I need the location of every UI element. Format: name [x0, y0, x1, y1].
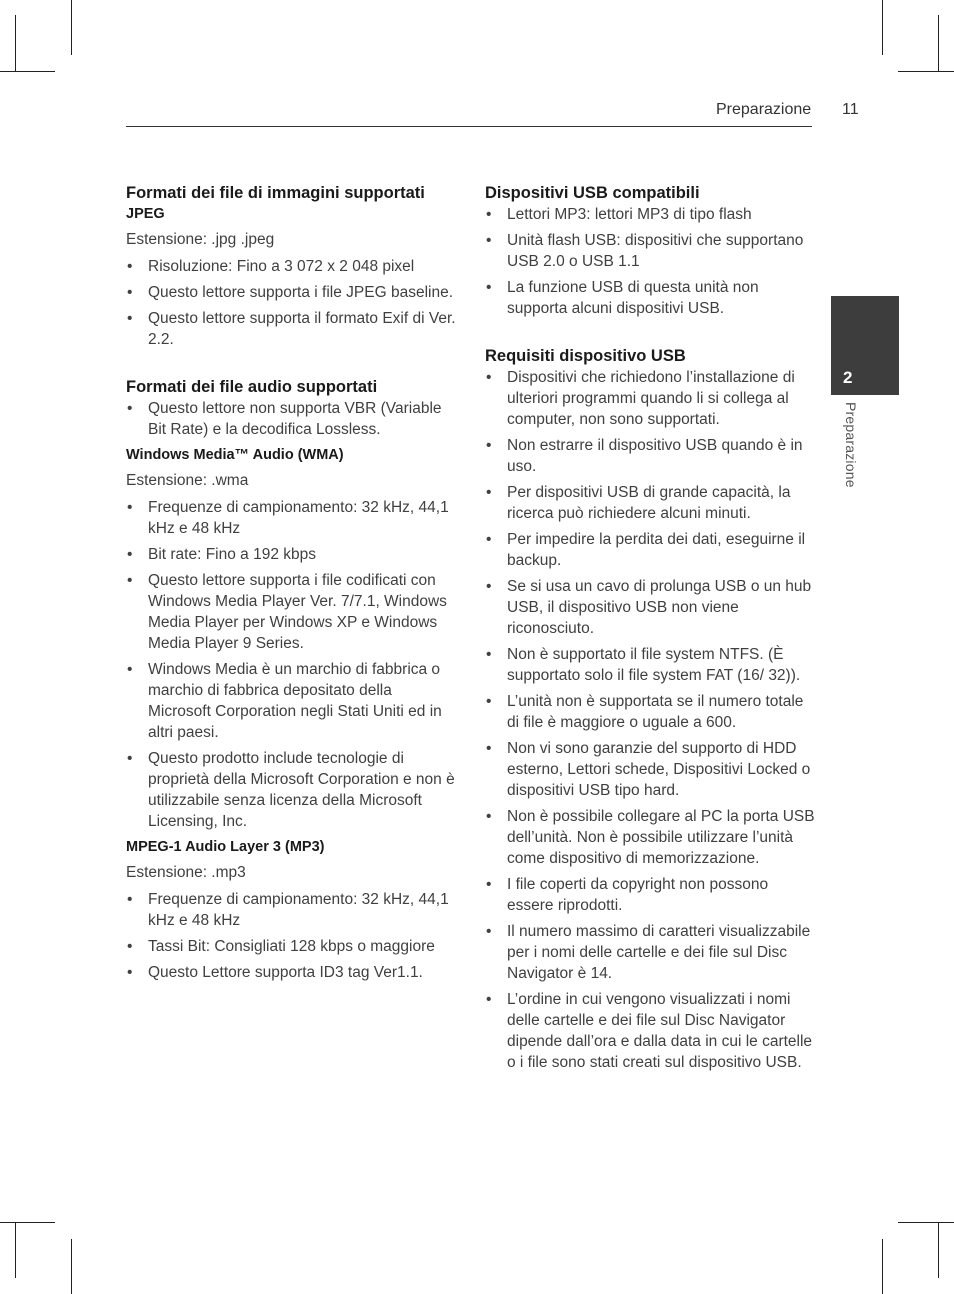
wma-extension: Estensione: .wma: [126, 472, 249, 489]
list-item: • Lettori MP3: lettori MP3 di tipo flash: [486, 206, 752, 223]
list-item-text: Questo lettore non supporta VBR (Variable Bit Rate) e la decodifica Lossless.: [148, 400, 442, 438]
usb-requirements-bullet-list: [485, 367, 815, 1073]
page-number: 11: [842, 101, 859, 118]
usb-requirements-title: Requisiti dispositivo USB: [485, 347, 686, 365]
list-item: • L’unità non è supportata se il numero totale di file è maggiore o uguale a 600.: [486, 693, 804, 731]
list-item: • La funzione USB di questa unità non supporta alcuni dispositivi USB.: [486, 279, 759, 317]
chapter-number: 2: [843, 368, 853, 387]
list-item: • Bit rate: Fino a 192 kbps: [127, 546, 317, 563]
list-item-text: L’unità non è supportata se il numero totale di file è maggiore o uguale a 600.: [507, 693, 804, 731]
list-item: • I file coperti da copyright non possono essere riprodotti.: [486, 876, 769, 914]
wma-bullet-list: [126, 497, 456, 832]
jpeg-extension: Estensione: .jpg .jpeg: [126, 231, 275, 248]
jpeg-bullet-list: [126, 256, 456, 350]
list-item-text: L’ordine in cui vengono visualizzati i nomi delle cartelle e dei file sul Disc Navigator dipende dall’ora e dalla data in cui le cartelle o i file sono stati creati sul dispositivo USB.: [507, 991, 813, 1071]
list-item: • Tassi Bit: Consigliati 128 kbps o maggiore: [127, 938, 435, 955]
list-item-text: Se si usa un cavo di prolunga USB o un hub USB, il dispositivo USB non viene riconosciuto.: [507, 578, 812, 637]
list-item: • Questo lettore supporta i file codificati con Windows Media Player Ver. 7/7.1, Windows Media Player per Windows XP e Windows Media Player 9 Series.: [127, 572, 447, 652]
list-item: • Risoluzione: Fino a 3 072 x 2 048 pixel: [127, 258, 415, 275]
list-item-text: Questo lettore supporta il formato Exif di Ver. 2.2.: [148, 310, 456, 348]
header-section-title: Preparazione: [716, 101, 812, 118]
list-item: • Questo Lettore supporta ID3 tag Ver1.1.: [127, 964, 423, 981]
list-item-text: Questo lettore supporta i file codificati con Windows Media Player Ver. 7/7.1, Windows Media Player per Windows XP e Windows Media Player 9 Series.: [148, 572, 447, 652]
list-item-text: Per impedire la perdita dei dati, eseguirne il backup.: [507, 531, 806, 569]
usb-devices-bullet-list: [485, 204, 815, 319]
list-item-text: La funzione USB di questa unità non supporta alcuni dispositivi USB.: [507, 279, 759, 317]
wma-heading: Windows Media™ Audio (WMA): [126, 447, 344, 463]
chapter-tab: [831, 296, 899, 395]
left-column: [126, 183, 456, 988]
list-item-text: I file coperti da copyright non possono essere riprodotti.: [507, 876, 769, 914]
list-item: • Il numero massimo di caratteri visualizzabile per i nomi delle cartelle e dei file sul Disc Navigator è 14.: [486, 923, 811, 982]
list-item-text: Non estrarre il dispositivo USB quando è in uso.: [507, 437, 803, 475]
list-item-text: Windows Media è un marchio di fabbrica o marchio di fabbrica depositato della Microsoft Corporation negli Stati Uniti ed in altri paesi.: [148, 661, 442, 741]
list-item: • L’ordine in cui vengono visualizzati i nomi delle cartelle e dei file sul Disc Navigator dipende dall’ora e dalla data in cui le cartelle o i file sono stati creati sul dispositivo USB.: [486, 991, 813, 1071]
list-item: • Questo lettore non supporta VBR (Variable Bit Rate) e la decodifica Lossless.: [127, 400, 442, 438]
list-item-text: Risoluzione: Fino a 3 072 x 2 048 pixel: [148, 258, 415, 275]
right-column: [485, 183, 815, 1078]
usb-devices-title: Dispositivi USB compatibili: [485, 184, 700, 202]
list-item: • Non è possibile collegare al PC la porta USB dell’unità. Non è possibile utilizzare l’unità come dispositivo di memorizzazione.: [486, 808, 815, 867]
list-item: • Questo prodotto include tecnologie di proprietà della Microsoft Corporation e non è utilizzabile senza licenza della Microsoft Licensing, Inc.: [127, 750, 455, 830]
list-item-text: Bit rate: Fino a 192 kbps: [148, 546, 317, 563]
list-item: • Questo lettore supporta i file JPEG baseline.: [127, 284, 453, 301]
list-item: • Non vi sono garanzie del supporto di HDD esterno, Lettori schede, Dispositivi Locked o dispositivi USB tipo hard.: [486, 740, 811, 799]
audio-formats-title: Formati dei file audio supportati: [126, 378, 378, 396]
list-item-text: Questo prodotto include tecnologie di proprietà della Microsoft Corporation e non è utilizzabile senza licenza della Microsoft Licensing, Inc.: [148, 750, 455, 830]
list-item: • Non estrarre il dispositivo USB quando è in uso.: [486, 437, 803, 475]
list-item-text: Unità flash USB: dispositivi che supportano USB 2.0 o USB 1.1: [507, 232, 804, 270]
list-item-text: Non è possibile collegare al PC la porta USB dell’unità. Non è possibile utilizzare l’unità come dispositivo di memorizzazione.: [507, 808, 815, 867]
chapter-label: Preparazione: [843, 402, 859, 488]
list-item-text: Frequenze di campionamento: 32 kHz, 44,1 kHz e 48 kHz: [148, 891, 449, 929]
list-item-text: Questo lettore supporta i file JPEG baseline.: [148, 284, 453, 301]
list-item: • Frequenze di campionamento: 32 kHz, 44,1 kHz e 48 kHz: [127, 499, 449, 537]
list-item-text: Dispositivi che richiedono l’installazione di ulteriori programmi quando li si collega al computer, non sono supportati.: [507, 369, 795, 428]
list-item-text: Lettori MP3: lettori MP3 di tipo flash: [507, 206, 752, 223]
list-item-text: Non è supportato il file system NTFS. (È supportato solo il file system FAT (16/ 32)).: [507, 646, 801, 684]
list-item: • Unità flash USB: dispositivi che supportano USB 2.0 o USB 1.1: [486, 232, 804, 270]
list-item-text: Tassi Bit: Consigliati 128 kbps o maggiore: [148, 938, 435, 955]
list-item: • Questo lettore supporta il formato Exif di Ver. 2.2.: [127, 310, 456, 348]
list-item: • Per dispositivi USB di grande capacità, la ricerca può richiedere alcuni minuti.: [486, 484, 791, 522]
mp3-heading: MPEG-1 Audio Layer 3 (MP3): [126, 839, 325, 855]
jpeg-heading: JPEG: [126, 206, 165, 222]
list-item: • Dispositivi che richiedono l’installazione di ulteriori programmi quando li si collega al computer, non sono supportati.: [486, 369, 795, 428]
header-rule: [126, 126, 812, 127]
list-item-text: Non vi sono garanzie del supporto di HDD esterno, Lettori schede, Dispositivi Locked o dispositivi USB tipo hard.: [507, 740, 811, 799]
list-item: • Frequenze di campionamento: 32 kHz, 44,1 kHz e 48 kHz: [127, 891, 449, 929]
list-item: • Se si usa un cavo di prolunga USB o un hub USB, il dispositivo USB non viene riconosciuto.: [486, 578, 812, 637]
image-formats-title: Formati dei file di immagini supportati: [126, 184, 425, 202]
audio-bullet-list: [126, 398, 456, 440]
list-item: • Per impedire la perdita dei dati, eseguirne il backup.: [486, 531, 806, 569]
list-item-text: Frequenze di campionamento: 32 kHz, 44,1 kHz e 48 kHz: [148, 499, 449, 537]
mp3-bullet-list: [126, 889, 456, 983]
list-item-text: Questo Lettore supporta ID3 tag Ver1.1.: [148, 964, 423, 981]
list-item: • Non è supportato il file system NTFS. (È supportato solo il file system FAT (16/ 32)).: [486, 646, 801, 684]
list-item: • Windows Media è un marchio di fabbrica o marchio di fabbrica depositato della Microsoft Corporation negli Stati Uniti ed in altri paesi.: [127, 661, 442, 741]
mp3-extension: Estensione: .mp3: [126, 864, 246, 881]
list-item-text: Per dispositivi USB di grande capacità, la ricerca può richiedere alcuni minuti.: [507, 484, 791, 522]
list-item-text: Il numero massimo di caratteri visualizzabile per i nomi delle cartelle e dei file sul Disc Navigator è 14.: [507, 923, 811, 982]
